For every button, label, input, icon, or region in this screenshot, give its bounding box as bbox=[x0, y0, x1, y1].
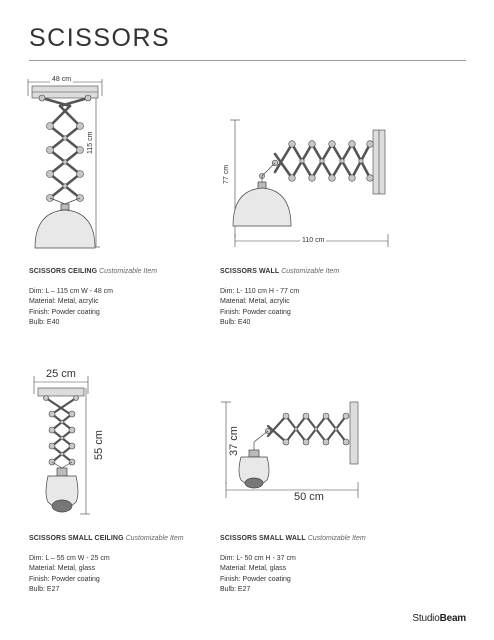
spec-dimensions: Dim: L – 115 cm W - 48 cm bbox=[29, 288, 114, 296]
brand-bold: Beam bbox=[439, 613, 466, 624]
spec-bulb: Bulb: E40 bbox=[29, 318, 60, 326]
wall-width-label: 110 cm bbox=[302, 237, 325, 244]
brand-light: Studio bbox=[412, 613, 440, 624]
title-divider bbox=[29, 60, 466, 61]
product-name: SCISSORS SMALL WALL bbox=[220, 535, 306, 542]
spec-dimensions: Dim: L- 50 cm H - 37 cm bbox=[220, 555, 296, 563]
spec-finish: Finish: Powder coating bbox=[29, 575, 100, 583]
product-note: Customizable Item bbox=[99, 268, 158, 275]
spec-dimensions: Dim: L- 110 cm H - 77 cm bbox=[220, 288, 300, 296]
small-ceiling-height-label: 55 cm bbox=[93, 430, 105, 460]
spec-scissors-small-wall bbox=[220, 534, 460, 595]
spec-material: Material: Metal, acrylic bbox=[29, 298, 99, 306]
ceiling-height-label: 115 cm bbox=[87, 131, 94, 154]
small-ceiling-width-label: 25 cm bbox=[46, 368, 76, 380]
product-note: Customizable Item bbox=[281, 268, 340, 275]
ceiling-width-label: 48 cm bbox=[52, 76, 72, 83]
spec-finish: Finish: Powder coating bbox=[29, 308, 100, 316]
page-title: SCISSORS bbox=[29, 24, 171, 52]
spec-material: Material: Metal, glass bbox=[220, 565, 287, 573]
spec-material: Material: Metal, glass bbox=[29, 565, 96, 573]
product-name: SCISSORS WALL bbox=[220, 268, 280, 275]
spec-finish: Finish: Powder coating bbox=[220, 308, 291, 316]
spec-material: Material: Metal, acrylic bbox=[220, 298, 290, 306]
product-name: SCISSORS CEILING bbox=[29, 268, 98, 275]
small-wall-height-label: 37 cm bbox=[228, 426, 240, 456]
brand-logo bbox=[412, 613, 466, 624]
spec-scissors-wall bbox=[220, 267, 460, 328]
product-note: Customizable Item bbox=[125, 535, 184, 542]
spec-bulb: Bulb: E27 bbox=[220, 585, 251, 593]
spec-bulb: Bulb: E40 bbox=[220, 318, 251, 326]
spec-dimensions: Dim: L – 55 cm W - 25 cm bbox=[29, 555, 110, 563]
scissors-ceiling-drawing bbox=[20, 70, 120, 260]
wall-height-label: 77 cm bbox=[223, 164, 230, 184]
small-wall-width-label: 50 cm bbox=[294, 491, 324, 503]
product-name: SCISSORS SMALL CEILING bbox=[29, 535, 124, 542]
spec-bulb: Bulb: E27 bbox=[29, 585, 60, 593]
scissors-wall-drawing bbox=[220, 116, 400, 250]
product-note: Customizable Item bbox=[307, 535, 366, 542]
spec-finish: Finish: Powder coating bbox=[220, 575, 291, 583]
